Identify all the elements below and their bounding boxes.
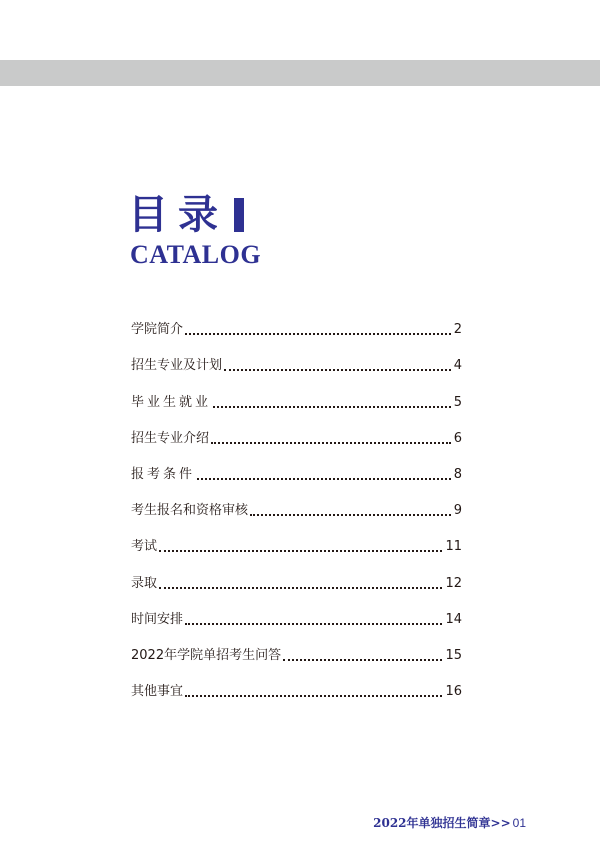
toc-entry-page: 12 [445,575,462,591]
toc-entry-label: 2022年学院单招考生问答 [131,647,282,663]
toc-leader-dots [185,695,442,697]
toc-entry-label: 招生专业及计划 [131,358,223,374]
toc-leader-dots [283,659,442,661]
page-footer [373,814,526,831]
toc-entry-page: 2 [453,322,462,338]
table-of-contents [131,308,462,706]
toc-leader-dots [250,514,451,516]
toc-leader-dots [224,369,451,371]
header-band [0,60,600,86]
toc-entry-label: 毕业生就业 [131,394,212,410]
toc-entry-page: 6 [453,430,462,446]
toc-entry-page: 5 [453,394,462,410]
toc-entry[interactable] [131,670,462,706]
toc-leader-dots [185,623,442,625]
footer-title: 2022年单独招生简章>> [373,816,511,830]
toc-entry-label: 学院简介 [131,322,184,338]
page-subtitle: CATALOG [130,240,262,269]
toc-entry-label: 录取 [131,575,158,591]
toc-entry[interactable] [131,453,462,489]
toc-entry[interactable] [131,598,462,634]
toc-entry-page: 8 [453,466,462,482]
toc-entry-label: 考生报名和资格审核 [131,503,249,519]
toc-entry[interactable] [131,308,462,344]
toc-entry-page: 11 [445,539,462,555]
footer-page-number: 01 [512,816,526,830]
title-accent-bar [234,198,244,232]
page-title: 目录 [128,192,228,238]
toc-entry-label: 时间安排 [131,611,184,627]
toc-entry[interactable] [131,634,462,670]
toc-entry[interactable] [131,344,462,380]
toc-entry[interactable] [131,417,462,453]
toc-entry-label: 考试 [131,539,158,555]
toc-entry[interactable] [131,380,462,416]
toc-leader-dots [211,442,451,444]
toc-entry-label: 其他事宜 [131,684,184,700]
toc-entry-label: 报考条件 [131,466,196,482]
toc-entry-page: 9 [453,503,462,519]
toc-entry-page: 14 [445,611,462,627]
toc-leader-dots [159,587,442,589]
toc-entry[interactable] [131,561,462,597]
toc-entry-label: 招生专业介绍 [131,430,210,446]
catalog-heading [128,190,244,240]
toc-entry-page: 4 [453,358,462,374]
toc-entry[interactable] [131,525,462,561]
toc-entry-page: 15 [445,647,462,663]
toc-leader-dots [185,333,451,335]
toc-leader-dots [159,550,442,552]
toc-entry-page: 16 [445,684,462,700]
toc-leader-dots [213,406,451,408]
toc-entry[interactable] [131,489,462,525]
toc-leader-dots [197,478,451,480]
